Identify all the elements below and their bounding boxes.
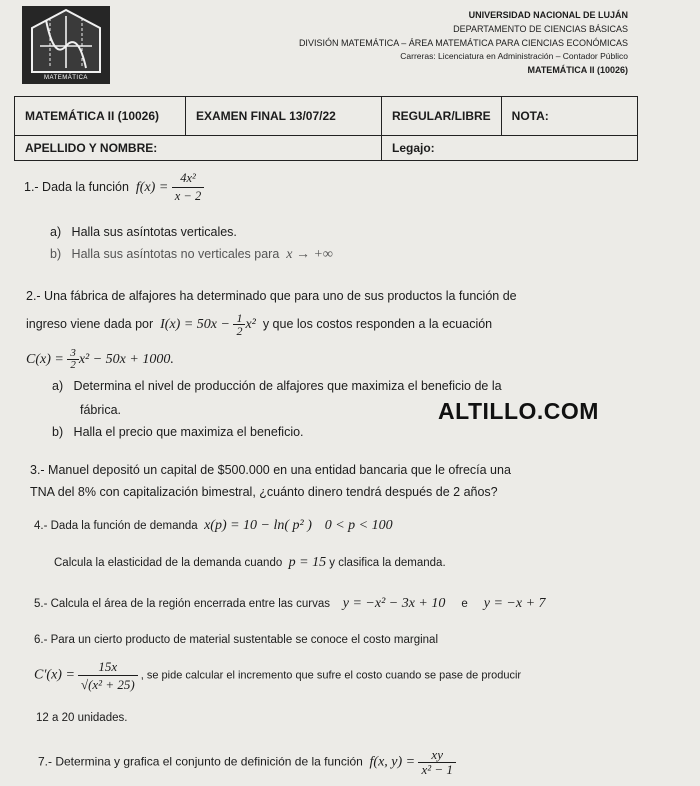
exam-date-cell: EXAMEN FINAL 13/07/22	[186, 97, 382, 136]
q4-price-value: p = 15	[288, 555, 327, 570]
q2-a-text-1: Determina el nivel de producción de alfajores que maximiza el beneficio de la	[73, 379, 502, 393]
q1-part-a	[50, 224, 237, 240]
q2-line2-text-b: y que los costos responden a la ecuación	[262, 316, 493, 331]
q6-numerator: 15x	[78, 658, 138, 676]
q1-b-label: b)	[50, 247, 62, 261]
q1-a-text: Halla sus asíntotas verticales.	[71, 225, 237, 239]
question-4	[34, 518, 393, 534]
legajo-cell: Legajo:	[382, 136, 638, 161]
q6-line-2	[34, 658, 521, 693]
q1-function-label: f(x) =	[135, 179, 169, 195]
q7-intro: 7.- Determina y grafica el conjunto de definición de la función	[38, 754, 363, 769]
q2-cost-terms: x² − 50x + 1000.	[78, 351, 174, 367]
q1-a-label: a)	[50, 225, 62, 239]
q7-fraction	[418, 748, 455, 777]
question-1	[24, 170, 204, 205]
q2-cost-num: 3	[67, 348, 79, 360]
q1-b-math: x → +∞	[286, 247, 333, 262]
university-logo	[22, 6, 110, 84]
exam-info-table	[14, 96, 638, 161]
q2-cost-fraction	[67, 348, 79, 371]
q6-marginal-cost-label: C′(x) =	[34, 667, 75, 683]
q7-numerator: xy	[418, 748, 455, 763]
q1-denominator: x − 2	[174, 189, 202, 203]
q5-curve-2: y = −x + 7	[483, 596, 546, 611]
q5-intro: 5.- Calcula el área de la región encerrada entre las curvas	[34, 598, 330, 610]
q4-elasticity-text: Calcula la elasticidad de la demanda cuando	[54, 557, 283, 569]
q2-income-term: x²	[245, 316, 256, 332]
logo-caption: MATEMÁTICA	[44, 75, 88, 81]
q2-income-fn: I(x) = 50x −	[160, 316, 230, 332]
q6-instruction: , se pide calcular el incremento que sufre el costo cuando se pase de producir	[140, 669, 522, 682]
q1-b-text: Halla sus asíntotas no verticales para	[71, 247, 280, 261]
q2-b-text: Halla el precio que maximiza el beneficio.	[73, 425, 304, 439]
q4-line-2	[54, 555, 446, 571]
university-name: UNIVERSIDAD NACIONAL DE LUJÁN	[468, 10, 628, 20]
q2-income-den: 2	[236, 324, 243, 338]
q5-conjunction: e	[461, 598, 468, 610]
q2-cost-den: 2	[70, 359, 76, 371]
q2-part-b	[52, 424, 304, 440]
q1-part-b	[50, 246, 333, 263]
question-7	[38, 748, 456, 777]
grade-cell: NOTA:	[501, 97, 637, 136]
watermark-text: ALTILLO.COM	[438, 398, 599, 424]
q4-classify-text: y clasifica la demanda.	[329, 557, 446, 569]
q2-b-label: b)	[52, 425, 64, 439]
q5-curve-1: y = −x² − 3x + 10	[342, 596, 446, 611]
q2-a-text-2: fábrica.	[80, 403, 121, 417]
regime-cell: REGULAR/LIBRE	[382, 97, 502, 136]
department-name: DEPARTAMENTO DE CIENCIAS BÁSICAS	[453, 24, 628, 34]
q4-domain: 0 < p < 100	[324, 518, 393, 533]
math-logo-icon	[22, 6, 110, 84]
q2-income-num: 1	[233, 312, 245, 325]
q1-numerator: 4x²	[172, 170, 204, 188]
q2-line-1: 2.- Una fábrica de alfajores ha determinado que para uno de sus productos la función de	[26, 289, 517, 303]
q2-line2-text-a: ingreso viene dada por	[26, 316, 154, 331]
student-name-cell: APELLIDO Y NOMBRE:	[15, 136, 382, 161]
subject-code: MATEMÁTICA II (10026)	[527, 65, 628, 75]
q4-demand-fn: x(p) = 10 − ln( p² )	[204, 518, 312, 533]
q2-line-2	[26, 312, 492, 337]
q4-intro: 4.- Dada la función de demanda	[34, 520, 198, 532]
q2-cost-label: C(x) =	[26, 351, 64, 367]
q3-line-1: 3.- Manuel depositó un capital de $500.000 en una entidad bancaria que le ofrecía una	[30, 463, 511, 477]
q6-fraction	[78, 658, 138, 693]
q6-denominator: √(x² + 25)	[80, 677, 135, 692]
q2-part-a	[52, 378, 502, 394]
q7-denominator: x² − 1	[421, 762, 453, 777]
q7-function-label: f(x, y) =	[369, 754, 416, 770]
q6-line-3: 12 a 20 unidades.	[36, 712, 128, 724]
q6-line-1: 6.- Para un cierto producto de material sustentable se conoce el costo marginal	[34, 634, 438, 646]
careers-line: Carreras: Licenciatura en Administración – Contador Público	[400, 51, 628, 61]
division-name: DIVISIÓN MATEMÁTICA – ÁREA MATEMÁTICA PARA CIENCIAS ECONÓMICAS	[298, 38, 628, 48]
q2-income-fraction	[233, 312, 245, 337]
q3-line-2: TNA del 8% con capitalización bimestral, ¿cuánto dinero tendrá después de 2 años?	[30, 485, 498, 499]
q2-cost-equation	[26, 348, 174, 371]
q1-intro: 1.- Dada la función	[24, 179, 129, 194]
q2-a-label: a)	[52, 379, 64, 393]
question-5	[34, 596, 546, 612]
q1-fraction	[172, 170, 204, 205]
course-cell: MATEMÁTICA II (10026)	[15, 97, 186, 136]
